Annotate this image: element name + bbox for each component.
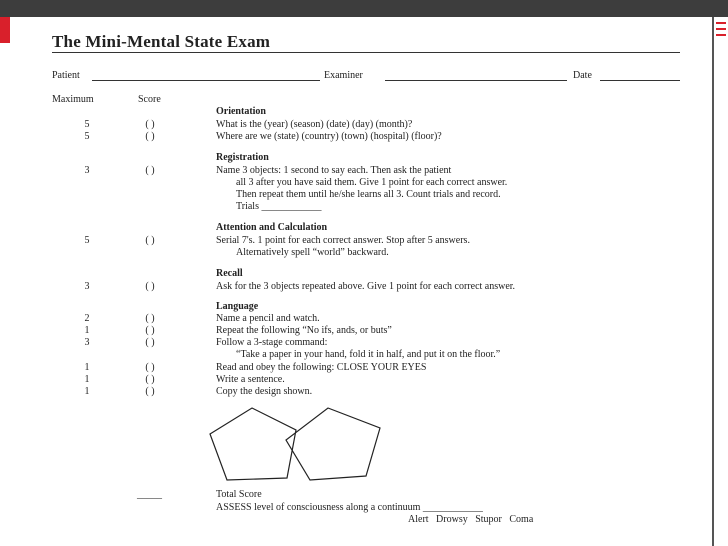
score-box[interactable]: ( ) — [145, 235, 155, 246]
consciousness-continuum: Alert Drowsy Stupor Coma — [408, 514, 534, 525]
question-text: Where are we (state) (country) (town) (hospital) (floor)? — [216, 131, 442, 142]
date-field[interactable] — [600, 80, 680, 81]
max-score: 3 — [84, 165, 90, 176]
score-box[interactable]: ( ) — [145, 325, 155, 336]
question-text: Write a sentence. — [216, 374, 285, 385]
question-continuation: Alternatively spell “world” backward. — [236, 247, 389, 258]
left-pentagon — [210, 408, 296, 480]
max-score: 5 — [84, 119, 90, 130]
max-score: 1 — [84, 362, 90, 373]
overlapping-pentagons-figure — [200, 400, 400, 485]
max-score: 3 — [84, 281, 90, 292]
question-continuation: Then repeat them until he/she learns all 3. Count trials and record. — [236, 189, 501, 200]
question-text: Copy the design shown. — [216, 386, 313, 397]
total-score-field[interactable]: _____ — [137, 489, 162, 500]
score-box[interactable]: ( ) — [145, 337, 155, 348]
max-score: 1 — [84, 374, 90, 385]
score-box[interactable]: ( ) — [145, 131, 155, 142]
max-score: 5 — [84, 235, 90, 246]
examiner-field[interactable] — [385, 80, 567, 81]
patient-label: Patient — [52, 70, 80, 81]
section-heading-orientation: Orientation — [216, 106, 266, 117]
question-text: Name a pencil and watch. — [216, 313, 320, 324]
max-score: 1 — [84, 386, 90, 397]
assess-consciousness: ASSESS level of consciousness along a continuum ____________ — [216, 502, 483, 513]
question-text: Follow a 3-stage command: — [216, 337, 328, 348]
score-box[interactable]: ( ) — [145, 119, 155, 130]
max-score: 1 — [84, 325, 90, 336]
total-score-label: Total Score — [216, 489, 262, 500]
score-box[interactable]: ( ) — [145, 386, 155, 397]
right-pentagon — [286, 408, 380, 480]
title-divider — [52, 52, 680, 53]
max-score: 3 — [84, 337, 90, 348]
score-box[interactable]: ( ) — [145, 362, 155, 373]
max-score: 5 — [84, 131, 90, 142]
patient-field[interactable] — [92, 80, 320, 81]
score-box[interactable]: ( ) — [145, 281, 155, 292]
maximum-column-header: Maximum — [52, 94, 94, 105]
question-text: Ask for the 3 objects repeated above. Give 1 point for each correct answer. — [216, 281, 516, 292]
question-text: What is the (year) (season) (date) (day) (month)? — [216, 119, 413, 130]
question-text: Serial 7's. 1 point for each correct answer. Stop after 5 answers. — [216, 235, 470, 246]
question-text: Repeat the following “No ifs, ands, or buts” — [216, 325, 392, 336]
section-heading-registration: Registration — [216, 152, 269, 163]
score-column-header: Score — [138, 94, 161, 105]
score-box[interactable]: ( ) — [145, 374, 155, 385]
max-score: 2 — [84, 313, 90, 324]
question-text: Name 3 objects: 1 second to say each. Then ask the patient — [216, 165, 452, 176]
score-box[interactable]: ( ) — [145, 165, 155, 176]
question-continuation: all 3 after you have said them. Give 1 point for each correct answer. — [236, 177, 508, 188]
section-heading-language: Language — [216, 301, 259, 312]
section-heading-attention: Attention and Calculation — [216, 222, 328, 233]
question-text: Read and obey the following: CLOSE YOUR EYES — [216, 362, 427, 373]
command-text: “Take a paper in your hand, fold it in half, and put it on the floor.” — [236, 349, 501, 360]
score-box[interactable]: ( ) — [145, 313, 155, 324]
trials-field[interactable]: Trials ____________ — [236, 201, 322, 212]
page-title: The Mini-Mental State Exam — [52, 32, 271, 51]
section-heading-recall: Recall — [216, 268, 243, 279]
date-label: Date — [573, 70, 592, 81]
examiner-label: Examiner — [324, 70, 363, 81]
